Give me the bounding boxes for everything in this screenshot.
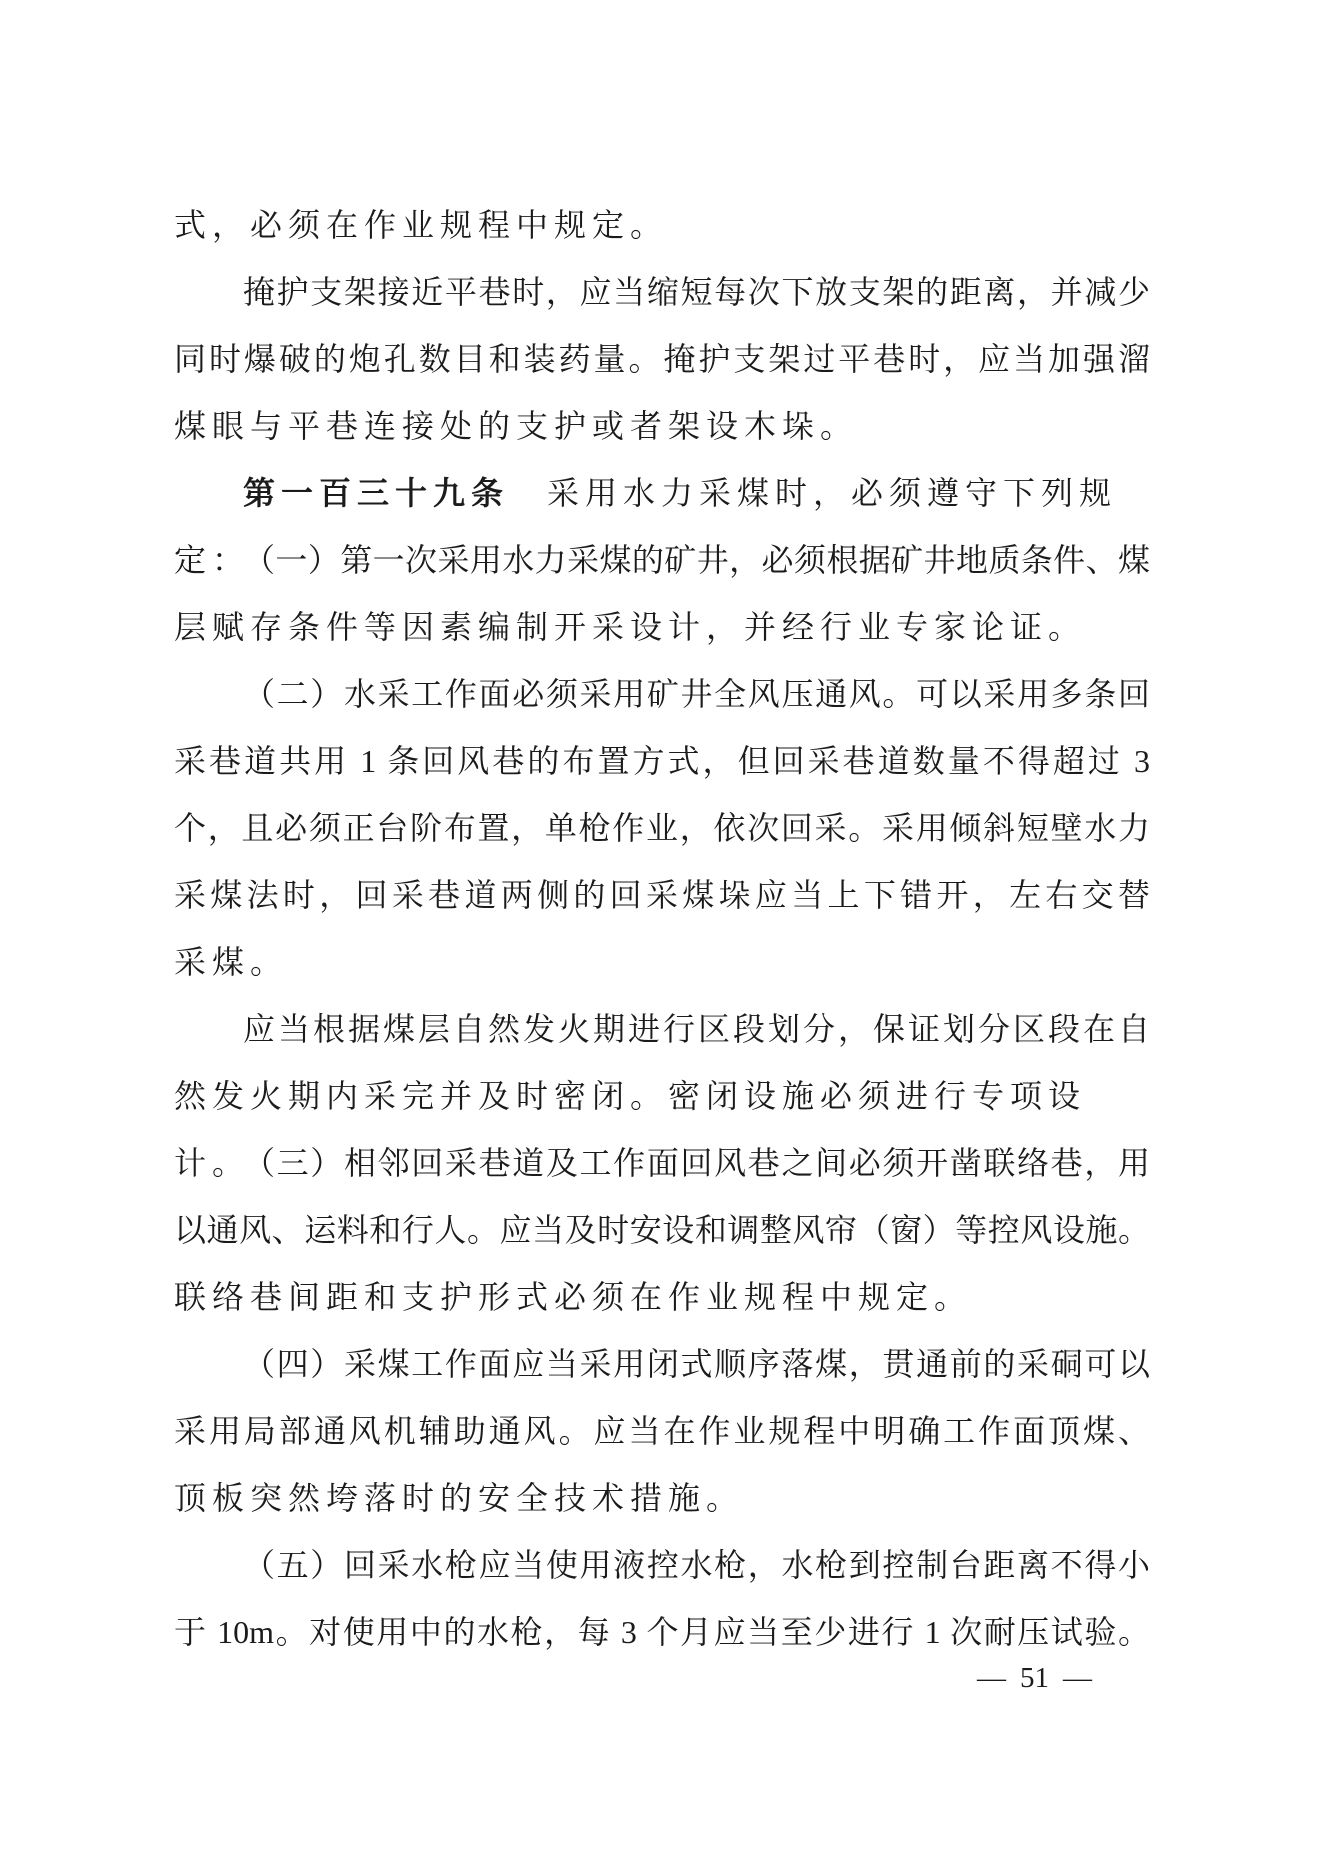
- doc-line: 然发火期内采完并及时密闭。密闭设施必须进行专项设计。: [174, 1078, 1087, 1181]
- paragraph: [174, 661, 1150, 996]
- article-number: 第一百三十九条: [243, 475, 510, 511]
- document-body: [174, 192, 1150, 1666]
- paragraph: [174, 1532, 1150, 1666]
- footer-right-dash: —: [1063, 1662, 1092, 1694]
- doc-line: 层赋存条件等因素编制开采设计，并经行业专家论证。: [174, 609, 1087, 645]
- doc-line: （五）回采水枪应当使用液控水枪，水枪到控制台距离不得小: [243, 1547, 1150, 1583]
- doc-line: 顶板突然垮落时的安全技术措施。: [174, 1480, 745, 1516]
- article-intro: 采用水力采煤时，必须遵守下列规定：: [174, 475, 1118, 578]
- doc-line: 于 10m。对使用中的水枪，每 3 个月应当至少进行 1 次耐压试验。: [174, 1614, 1150, 1650]
- paragraph: [174, 1130, 1150, 1331]
- page-footer: [977, 1662, 1092, 1695]
- footer-left-dash: —: [977, 1662, 1006, 1694]
- doc-line: 联络巷间距和支护形式必须在作业规程中规定。: [174, 1279, 973, 1315]
- doc-line: 采巷道共用 1 条回风巷的布置方式，但回采巷道数量不得超过 3: [174, 743, 1150, 779]
- doc-line: 个，且必须正台阶布置，单枪作业，依次回采。采用倾斜短壁水力: [174, 810, 1150, 846]
- paragraph: [174, 1331, 1150, 1532]
- doc-line: 采用局部通风机辅助通风。应当在作业规程中明确工作面顶煤、: [174, 1413, 1150, 1449]
- doc-line: 同时爆破的炮孔数目和装药量。掩护支架过平巷时，应当加强溜: [174, 341, 1150, 377]
- doc-line: （三）相邻回采巷道及工作面回风巷之间必须开凿联络巷，用: [243, 1145, 1150, 1181]
- paragraph: [174, 259, 1150, 460]
- doc-line: 采煤法时，回采巷道两侧的回采煤垛应当上下错开，左右交替: [174, 877, 1150, 913]
- doc-line: （四）采煤工作面应当采用闭式顺序落煤，贯通前的采硐可以: [243, 1346, 1150, 1382]
- doc-line: 采煤。: [174, 944, 289, 980]
- page-number: 51: [1020, 1662, 1049, 1694]
- doc-line: 掩护支架接近平巷时，应当缩短每次下放支架的距离，并减少: [243, 274, 1150, 310]
- doc-line: （一）第一次采用水力采煤的矿井，必须根据矿井地质条件、煤: [243, 542, 1150, 578]
- paragraph: [174, 527, 1150, 661]
- doc-line: 以通风、运料和行人。应当及时安设和调整风帘（窗）等控风设施。: [174, 1212, 1150, 1248]
- doc-line: 式，必须在作业规程中规定。: [174, 207, 669, 243]
- doc-line: 煤眼与平巷连接处的支护或者架设木垛。: [174, 408, 859, 444]
- paragraph: [174, 192, 1150, 259]
- doc-line: 应当根据煤层自然发火期进行区段划分，保证划分区段在自: [243, 1011, 1150, 1047]
- doc-line: （二）水采工作面必须采用矿井全风压通风。可以采用多条回: [243, 676, 1150, 712]
